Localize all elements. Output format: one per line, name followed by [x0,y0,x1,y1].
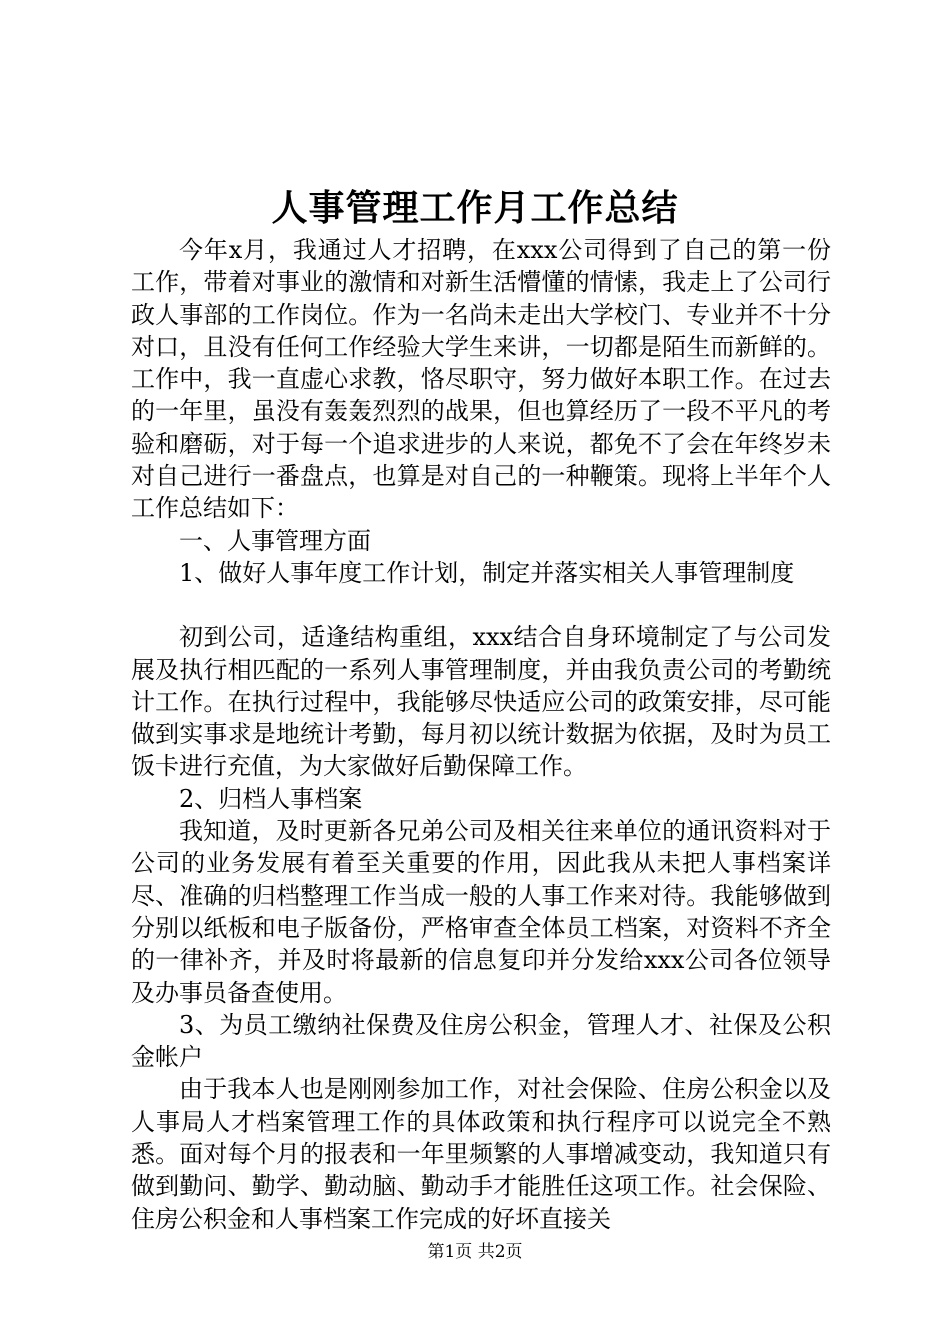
paragraph-archives: 我知道，及时更新各兄弟公司及相关往来单位的通讯资料对于公司的业务发展有着至关重要的作用，因此我从未把人事档案详尽、准确的归档整理工作当成一般的人事工作来对待。我能够做到分别以纸板和电子版备份，严格审查全体员工档案，对资料不齐全的一律补齐，并及时将最新的信息复印并分发给xxx公司各位领导及办事员备查使用。 [131,817,831,1007]
subheading-archives: 2、归档人事档案 [179,784,363,813]
document-body [131,234,831,1235]
subheading-social-security: 3、为员工缴纳社保费及住房公积金，管理人才、社保及公积金帐户 [131,1010,831,1072]
section-heading-personnel: 一、人事管理方面 [179,526,371,555]
document-title: 人事管理工作月工作总结 [271,187,679,229]
paragraph-annual-plan: 初到公司，适逢结构重组，xxx结合自身环境制定了与公司发展及执行相匹配的一系列人事管理制度，并由我负责公司的考勤统计工作。在执行过程中，我能够尽快适应公司的政策安排，尽可能做到实事求是地统计考勤，每月初以统计数据为依据，及时为员工饭卡进行充值，为大家做好后勤保障工作。 [131,623,831,781]
page-footer: 第1页 共2页 [427,1242,523,1262]
paragraph-social-security: 由于我本人也是刚刚参加工作，对社会保险、住房公积金以及人事局人才档案管理工作的具体政策和执行程序可以说完全不熟悉。面对每个月的报表和一年里频繁的人事增减变动，我知道只有做到勤问、勤学、勤动脑、勤动手才能胜任这项工作。社会保险、住房公积金和人事档案工作完成的好坏直接关 [131,1075,831,1233]
paragraph-intro: 今年x月，我通过人才招聘，在xxx公司得到了自己的第一份工作，带着对事业的激情和对新生活懵懂的情愫，我走上了公司行政人事部的工作岗位。作为一名尚未走出大学校门、专业并不十分对口，且没有任何工作经验大学生来讲，一切都是陌生而新鲜的。工作中，我一直虚心求教，恪尽职守，努力做好本职工作。在过去的一年里，虽没有轰轰烈烈的战果，但也算经历了一段不平凡的考验和磨砺，对于每一个追求进步的人来说，都免不了会在年终岁未对自己进行一番盘点，也算是对自己的一种鞭策。现将上半年个人工作总结如下： [131,236,831,523]
subheading-annual-plan: 1、做好人事年度工作计划，制定并落实相关人事管理制度 [179,558,795,587]
